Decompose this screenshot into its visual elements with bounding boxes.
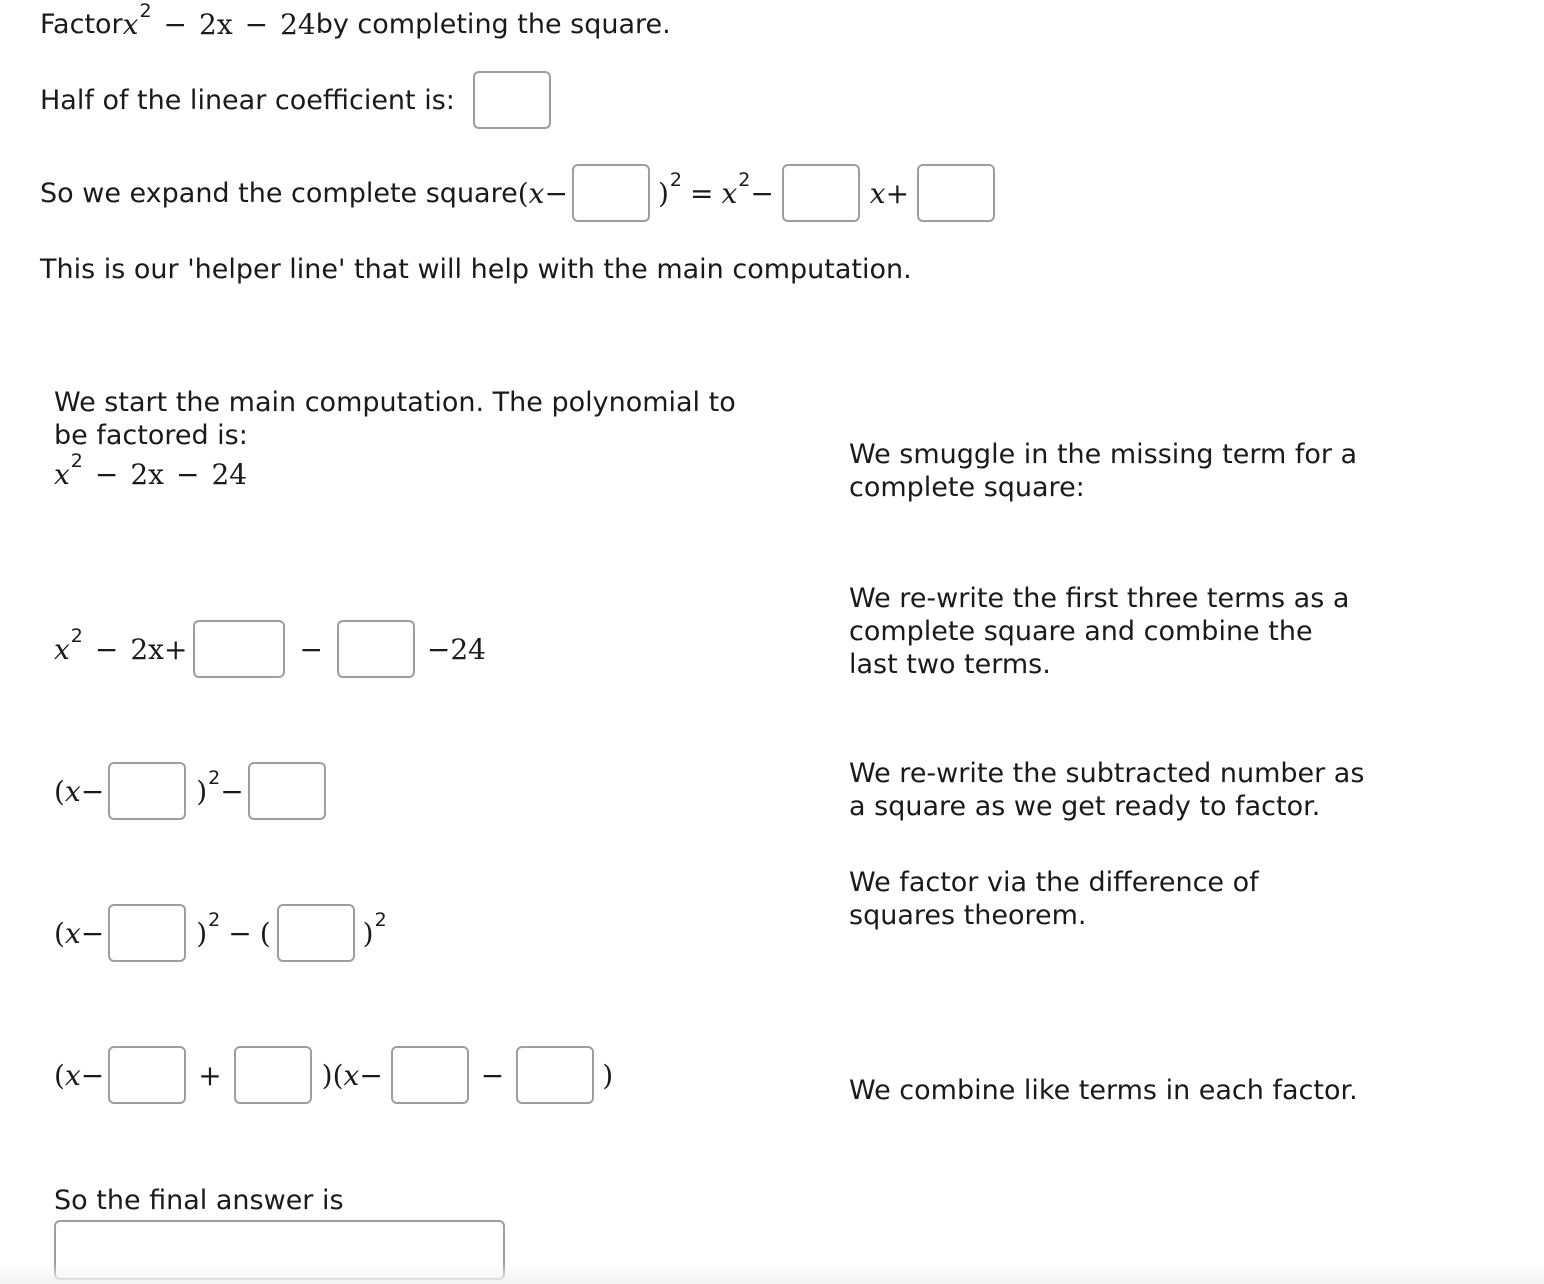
half-coefficient-label: Half of the linear coefficient is: <box>40 84 455 116</box>
diff-shift-input[interactable] <box>108 904 186 962</box>
step-smuggle-row: x 2 − 2x + − −24 <box>54 619 486 679</box>
problem-suffix: by completing the square. <box>315 8 671 40</box>
math-2x: 2x <box>199 7 233 41</box>
problem-statement: Factor x 2 − 2x − 24 by completing the square. <box>40 0 671 41</box>
main-intro: We start the main computation. The polynomial to be factored is: <box>54 387 736 451</box>
half-coefficient-row <box>40 70 551 130</box>
factor2-shift-input[interactable] <box>391 1046 469 1104</box>
step-factored-row: ( x − + )( x − − ) <box>54 1045 613 1105</box>
factor1-root-input[interactable] <box>234 1046 312 1104</box>
final-answer-label: So the final answer is <box>54 1185 344 1216</box>
explanation-subtracted: We re-write the subtracted number as a square as we get ready to factor. <box>849 758 1365 822</box>
diff-root-input[interactable] <box>277 904 355 962</box>
helper-note: This is our 'helper line' that will help with the main computation. <box>40 254 912 285</box>
helper-linear-coef-input[interactable] <box>782 164 860 222</box>
smuggle-subtract-input[interactable] <box>337 620 415 678</box>
step-difference-squares-row: ( x − ) 2 − ( ) 2 <box>54 903 387 963</box>
explanation-smuggle: We smuggle in the missing term for a complete square: <box>849 439 1358 503</box>
main-polynomial: x 2 − 2x − 24 <box>54 450 248 491</box>
square-constant-input[interactable] <box>248 762 326 820</box>
math-x: x <box>122 7 139 41</box>
square-shift-input[interactable] <box>108 762 186 820</box>
step-complete-square-row: ( x − ) 2 − <box>54 761 326 821</box>
explanation-rewrite: We re-write the first three terms as a complete square and combine the last two terms. <box>849 583 1350 680</box>
problem-prefix: Factor <box>40 8 123 40</box>
explanation-factor: We factor via the difference of squares theorem. <box>849 867 1259 931</box>
factor1-shift-input[interactable] <box>108 1046 186 1104</box>
helper-square-input[interactable] <box>572 164 650 222</box>
smuggle-add-input[interactable] <box>193 620 285 678</box>
helper-label: So we expand the complete square <box>40 177 518 209</box>
explanation-combine: We combine like terms in each factor. <box>849 1075 1358 1106</box>
factor2-root-input[interactable] <box>516 1046 594 1104</box>
helper-constant-input[interactable] <box>917 164 995 222</box>
half-coefficient-input[interactable] <box>473 71 551 129</box>
helper-line-row: So we expand the complete square ( x − ) 2 = x 2 − x + <box>40 163 995 223</box>
bottom-fade <box>0 1264 1544 1284</box>
